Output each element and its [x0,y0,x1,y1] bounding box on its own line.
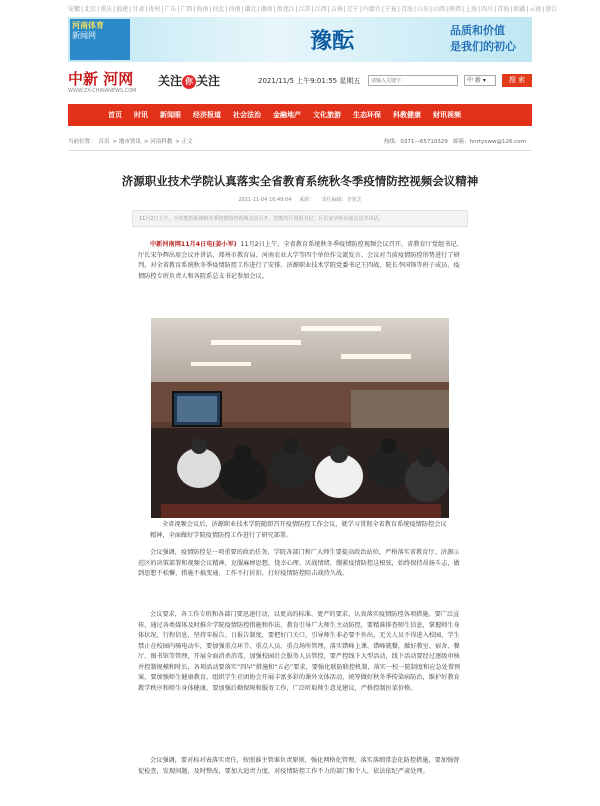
region-link[interactable]: 宁夏 [384,6,397,13]
search-scope-select[interactable]: 中 新 ▾ [464,75,496,86]
region-link[interactable]: 云南 [529,6,542,13]
region-separator: | [542,6,545,13]
region-link[interactable]: 青海 [497,6,510,13]
region-separator: | [430,6,433,13]
article-paragraph-2: 会议强调，疫情防控是一项重要的政治任务，学院各部门和广大师生要提高政治站位，严格落实省教育厅、济源示范区的决策部署和视频会议精神，克服麻痹思想、侥幸心理、厌战情绪，绷紧疫情防控这根弦，始终保持昂扬斗志，做到思想不松懈、措施不搞变通、工作不打折扣，打好疫情防控阻击战持久战。 [138,549,460,577]
slogan-post: 关注 [196,74,221,88]
region-separator: | [241,6,244,13]
article-meta [68,196,532,203]
region-separator: | [327,6,330,13]
nav-item[interactable]: 文化旅游 [313,111,341,119]
region-separator: | [343,6,346,13]
paragraph-text: 11月2日上午，全省教育系统秋冬季疫情防控视频会议召开，省教育厅党组书记、厅长宋争辉出席会议并讲话，郑州市教育局、河南农业大学等四个单位作交流发言。会议对当前疫情防控形势进行了研判，对全省教育系统秋冬季疫情防控工作进行了安排。济源职业技术学院党委书记王四战、院长李国锋等班子成员、疫情防控专班负责人和各院系总支书记参加会议。 [138,241,463,280]
region-separator: | [462,6,465,13]
breadcrumb-item[interactable]: > 地市资讯 [112,139,141,145]
region-separator: | [113,6,116,13]
nav-item[interactable]: 社会法治 [233,111,261,119]
region-link[interactable]: 广西 [180,6,193,13]
banner-logo [70,19,130,60]
region-separator: | [478,6,481,13]
breadcrumb-item: 当前位置： [68,139,96,145]
article-paragraph-3: 会议要求，各工作专班和各部门要迅速行动，以更高的标准、更严的要求，认真落实疫情防控各项措施。要广泛宣传，通过各类媒体及时推介学院疫情防控措施和作法，教育引导广大师生主动防控，要精准排查师生信息，掌握师生身体状况、行程信息，坚持零报告、日报告制度，要把好门关口，引导师生非必要不外出，无关人员不得进入校园，学生禁止在校园内骑电动车，要加强重点环节、重点人员、重点场所管理，落实错峰上课、错峰就餐，做好教室、宿舍、餐厅、图书馆等管理，开展全面消杀消毒，加强校园社会服务人员管控，要严控线下大型活动，线下活动要经过逐级审核并控制规模和时长，各项活动要落实“四早”措施和“五必”要求，要强化联防联控机制，落实一校一院制度和应急处置预案，要加强师生健康教育，组织学生社团协会开展丰富多彩的课外文体活动，统筹做好秋冬季传染病防治，维护好教育教学秩序和师生身体健康，要加强后勤保障和服务工作，广泛听取师生意见建议，严格控制医菜价格。 [138,611,461,692]
region-link[interactable]: 北京 [84,6,97,13]
banner-slogan-line1: 品质和价值 [450,24,505,37]
region-link[interactable]: 黑龙江 [276,6,295,13]
region-separator: | [510,6,513,13]
region-link[interactable]: 贵州 [148,6,161,13]
region-link[interactable]: 河北 [212,6,225,13]
region-separator: | [81,6,84,13]
region-links [68,4,558,15]
slogan-pre: 关注 [158,74,183,88]
region-link[interactable]: 浙江 [545,6,558,13]
region-link[interactable]: 广东 [164,6,177,13]
region-link[interactable]: 山东 [416,6,429,13]
article-summary: 11月2日上午，全省教育系统秋冬季疫情防控视频会议召开，省教育厅党组书记、厅长宋争辉出席会议并讲话。 [132,210,468,227]
region-separator: | [209,6,212,13]
region-separator: | [177,6,180,13]
hotline: 热线：0371—65710329 [383,139,448,145]
region-separator: | [494,6,497,13]
email: 邮箱：hnrtyxww@126.com [453,139,526,145]
article-title: 济源职业技术学院认真落实全省教育系统秋冬季疫情防控视频会议精神 [121,174,479,188]
banner-logo-line1: 河南体育 [72,21,104,30]
breadcrumb-item[interactable]: > 河南科教 [143,139,173,145]
region-link[interactable]: 吉林 [330,6,343,13]
article-editor: 责任编辑：李寒芝 [321,197,362,203]
photo-caption: 全省视频会议后，济源职业技术学院随即召开疫情防控工作会议，就学习贯彻全省教育系统疫情防控会议精神，全面做好学院疫情防控工作进行了研究部署。 [150,521,447,539]
breadcrumb [68,134,532,151]
region-separator: | [397,6,400,13]
nav-item[interactable]: 时讯 [134,111,148,119]
nav-item[interactable]: 金融地产 [273,111,301,119]
region-link[interactable]: 江西 [314,6,327,13]
region-separator: | [311,6,314,13]
region-separator: | [257,6,260,13]
slogan-circle: 你的 [182,75,196,89]
nav-item[interactable]: 财讯视频 [433,111,461,119]
region-separator: | [413,6,416,13]
search-button[interactable]: 搜 索 [502,74,532,87]
site-logo[interactable]: 中新 河网 [68,70,134,88]
ad-banner[interactable] [68,17,532,62]
region-separator: | [129,6,132,13]
banner-slogan-line2: 是我们的初心 [450,40,516,53]
region-separator: | [295,6,298,13]
region-link[interactable]: 海南 [196,6,209,13]
breadcrumb-item[interactable]: 首页 [98,139,110,145]
meeting-photo-illustration [151,318,449,518]
region-separator: | [359,6,362,13]
region-link[interactable]: 辽宁 [346,6,359,13]
region-link[interactable]: 湖南 [260,6,273,13]
nav-item[interactable]: 生态环保 [353,111,381,119]
current-datetime: 2021/11/5 上午9:01:55 星期五 [258,77,361,85]
region-link[interactable]: 四川 [481,6,494,13]
region-link[interactable]: 青海 [400,6,413,13]
nav-item[interactable]: 经济报道 [193,111,221,119]
region-separator: | [273,6,276,13]
region-separator: | [145,6,148,13]
article-paragraph-1 [138,240,464,282]
breadcrumb-item: > 正文 [175,139,193,145]
article-date: 2021-11-04 16:49:04 [238,197,292,203]
region-link[interactable]: 新疆 [513,6,526,13]
region-link[interactable]: 甘肃 [132,6,145,13]
region-link[interactable]: 江苏 [298,6,311,13]
region-separator: | [193,6,196,13]
header-slogan [158,72,221,100]
article-source: 来源： [299,197,315,203]
region-link[interactable]: 重庆 [100,6,113,13]
main-nav [68,104,532,126]
region-separator: | [225,6,228,13]
region-link[interactable]: 福建 [116,6,129,13]
region-link[interactable]: 上海 [465,6,478,13]
site-domain: WWW.ZX-CHINANEWS.COM [68,88,137,94]
region-separator: | [97,6,100,13]
site-header [68,68,532,98]
region-link[interactable]: 山西 [433,6,446,13]
region-separator: | [381,6,384,13]
search-input[interactable] [368,75,458,86]
region-separator: | [526,6,529,13]
region-link[interactable]: 内蒙古 [362,6,381,13]
region-link[interactable]: 安徽 [68,6,81,13]
region-link[interactable]: 陕西 [449,6,462,13]
nav-item[interactable]: 科教健康 [393,111,421,119]
meeting-photo [151,318,449,518]
nav-item[interactable]: 新闻眼 [160,111,181,119]
banner-slogan [450,23,516,55]
region-separator: | [161,6,164,13]
region-link[interactable]: 湖北 [244,6,257,13]
nav-item[interactable]: 首页 [108,111,122,119]
article-lead: 中新河南网11月4日电(姜小军) [150,241,237,248]
banner-logo-line2: 新闻网 [72,31,96,40]
banner-brand: 豫酝 [310,28,355,54]
region-link[interactable]: 河南 [228,6,241,13]
region-separator: | [446,6,449,13]
contact-info [384,134,526,150]
article-paragraph-4: 会议强调，要对标对表落实责任，按照谁主管谁负责原则，强化网格化管理，落实落细常态化防控措施，要加强督促检查，发现问题，及时整改，要加大追责力度，对疫情防控工作不力的部门和个人，依法依纪严肃处理。 [138,757,460,775]
